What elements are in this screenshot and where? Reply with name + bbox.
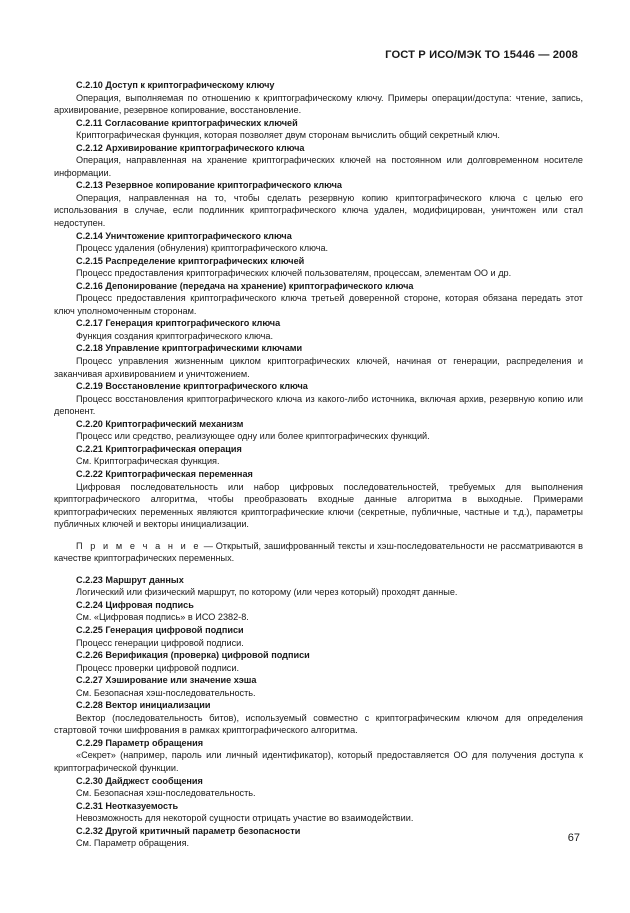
- term-definition: См. «Цифровая подпись» в ИСО 2382-8.: [76, 612, 249, 623]
- term-heading: C.2.12 Архивирование криптографического ключа: [76, 142, 305, 153]
- term-heading: C.2.17 Генерация криптографического ключа: [76, 318, 281, 329]
- term-heading: C.2.11 Согласование криптографических ключей: [76, 117, 298, 128]
- term-definition: Процесс проверки цифровой подписи.: [76, 662, 239, 673]
- term-heading: C.2.14 Уничтожение криптографического ключа: [76, 230, 292, 241]
- term-heading: C.2.25 Генерация цифровой подписи: [76, 624, 244, 635]
- term-definition: Криптографическая функция, которая позволяет двум сторонам вычислить общий секретный ключ.: [76, 130, 500, 141]
- term-heading: C.2.32 Другой критичный параметр безопасности: [76, 825, 301, 836]
- definition-entry-c2-27: [54, 674, 583, 699]
- term-definition: «Секрет» (например, пароль или личный идентификатор), который предоставляется ОО для получения доступа к криптографической функции.: [54, 750, 583, 773]
- term-definition: Процесс или средство, реализующее одну или более криптографических функций.: [76, 431, 430, 442]
- document-body: [54, 79, 583, 850]
- page-number: 67: [567, 832, 580, 844]
- definition-entry-c2-12: [54, 142, 583, 180]
- definition-entry-c2-22: [54, 468, 583, 531]
- definition-entry-c2-21: [54, 443, 583, 468]
- definition-entry-c2-11: [54, 117, 583, 142]
- term-definition: Операция, направленная на то, чтобы сделать резервную копию криптографического ключа с целью его использования в случае, если подлинник криптографического ключа удален, модифицирован, уничтожен или стал недоступен.: [54, 192, 583, 229]
- definition-entry-c2-30: [54, 775, 583, 800]
- note-text: — Открытый, зашифрованный тексты и хэш-последовательности не рассматриваются в качестве криптографических переменных.: [54, 540, 583, 564]
- term-definition: Процесс удаления (обнуления) криптографического ключа.: [76, 243, 329, 254]
- term-definition: Логический или физический маршрут, по которому (или через который) проходят данные.: [76, 587, 458, 598]
- term-heading: C.2.21 Криптографическая операция: [76, 443, 242, 454]
- term-definition: Вектор (последовательность битов), используемый совместно с криптографическим ключом для определения стартовой точки шифрования в рамках криптографического алгоритма.: [54, 712, 583, 736]
- term-definition: Операция, выполняемая по отношению к криптографическому ключу. Примеры операции/доступа: чтение, запись, архивирование, резервное копирование, восстановление.: [54, 92, 583, 116]
- term-definition: См. Безопасная хэш-последовательность.: [76, 788, 256, 799]
- definition-entry-c2-18: [54, 342, 583, 380]
- definition-entry-c2-32: [54, 825, 583, 850]
- term-heading: C.2.18 Управление криптографическими ключами: [76, 343, 303, 354]
- term-heading: C.2.16 Депонирование (передача на хранение) криптографического ключа: [76, 280, 414, 291]
- term-heading: C.2.27 Хэширование или значение хэша: [76, 675, 257, 686]
- term-definition: Функция создания криптографического ключа.: [76, 330, 274, 341]
- note-paragraph: [54, 540, 583, 565]
- term-definition: См. Параметр обращения.: [76, 838, 190, 849]
- term-heading: C.2.13 Резервное копирование криптографического ключа: [76, 180, 342, 191]
- definition-entry-c2-29: [54, 737, 583, 775]
- definition-entry-c2-25: [54, 624, 583, 649]
- term-heading: C.2.23 Маршрут данных: [76, 574, 184, 585]
- term-definition: Цифровая последовательность или набор цифровых последовательностей, требуемых для выполнения криптографического алгоритма, чтобы преобразовать входные данные алгоритма в выходные. Примерами криптографических переменных являются криптографические ключи (секретные, публичные, частные и т.д.), параметры публичных ключей и векторы инициализации.: [54, 481, 583, 530]
- term-definition: Процесс предоставления криптографического ключа третьей доверенной стороне, которая обязана передать этот ключ уполномоченным сторонам.: [54, 293, 583, 316]
- definition-entry-c2-19: [54, 380, 583, 418]
- definition-entry-c2-14: [54, 230, 583, 255]
- term-heading: C.2.15 Распределение криптографических ключей: [76, 255, 305, 266]
- term-heading: C.2.19 Восстановление криптографического ключа: [76, 381, 308, 392]
- term-heading: C.2.24 Цифровая подпись: [76, 599, 194, 610]
- definition-entry-c2-16: [54, 280, 583, 318]
- definition-entry-c2-24: [54, 599, 583, 624]
- term-definition: Невозможность для некоторой сущности отрицать участие во взаимодействии.: [76, 813, 414, 824]
- term-heading: C.2.10 Доступ к криптографическому ключу: [76, 80, 275, 90]
- document-header: ГОСТ Р ИСО/МЭК ТО 15446 — 2008: [385, 49, 578, 61]
- definition-entry-c2-13: [54, 179, 583, 229]
- term-definition: См. Безопасная хэш-последовательность.: [76, 687, 256, 698]
- definition-entry-c2-23: [54, 574, 583, 599]
- definition-entry-c2-28: [54, 699, 583, 737]
- note-label: П р и м е ч а н и е: [76, 540, 201, 551]
- term-heading: C.2.26 Верификация (проверка) цифровой подписи: [76, 650, 310, 661]
- definition-entry-c2-20: [54, 418, 583, 443]
- definition-entry-c2-17: [54, 317, 583, 342]
- term-heading: C.2.30 Дайджест сообщения: [76, 775, 203, 786]
- term-heading: C.2.20 Криптографический механизм: [76, 418, 244, 429]
- term-definition: Процесс предоставления криптографических ключей пользователям, процессам, элементам ОО и др.: [76, 268, 512, 279]
- term-heading: C.2.22 Криптографическая переменная: [76, 468, 253, 479]
- term-definition: Процесс управления жизненным циклом криптографических ключей, начиная от генерации, распределения и заканчивая архивированием и уничтожением.: [54, 356, 583, 379]
- definition-entry-c2-15: [54, 255, 583, 280]
- definition-entry-c2-26: [54, 649, 583, 674]
- term-definition: Процесс генерации цифровой подписи.: [76, 637, 244, 648]
- term-definition: См. Криптографическая функция.: [76, 456, 220, 467]
- definition-entry-c2-31: [54, 800, 583, 825]
- term-heading: C.2.28 Вектор инициализации: [76, 700, 211, 711]
- term-heading: C.2.29 Параметр обращения: [76, 737, 204, 748]
- definition-entry-c2-10: [54, 79, 583, 117]
- term-definition: Процесс восстановления криптографического ключа из какого-либо источника, включая архив, резервную копию или депонент.: [54, 393, 583, 417]
- term-definition: Операция, направленная на хранение криптографических ключей на постоянном или долговременном носителе информации.: [54, 155, 583, 178]
- term-heading: C.2.31 Неотказуемость: [76, 800, 179, 811]
